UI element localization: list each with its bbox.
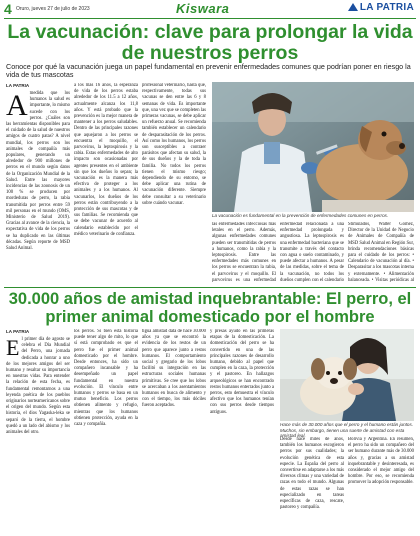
article1-photo	[212, 82, 414, 212]
article1-column-2: a los más 16 años, la esperanza de vida de los perros estaba alrededor de los 11.5 a 12 años, actualmente alcanza los 11,8 años. Y está probado que la prevención es la mejor manera de mantener a los perros saludables. Dentro de las principales razones que aquejaron a los perros se encuentra el moquillo, el parvovirus, la leptospirosis y la rabia. Estas enfermedades de alto impacto son ocasionadas por agentes presentes en el ambiente sin que los dueños lo sepan; la vacunación es la manera más efectiva de proteger a los animales y a los humanos. Al vacunarlos, los dueños de los perros están contribuyendo a la protección de sus mascotas y de sus familias. Se recomienda que se debe vacunar de acuerdo al calendario establecido por el médico veterinario de confianza.	[74, 83, 138, 237]
article2-headline: 30.000 años de amistad inquebrantable: El perro, el primer animal domesticado por el hombre	[8, 290, 412, 326]
article1-column-3: profesional veterinario, hasta que, respectivamente, todas sus vacunas se den entre las 6 y 8 semanas de vida. Es importante que, una vez que se completen las primeras vacunas, se debe aplicar un refuerzo anual. Se recomienda también establecer un calendario de desparasitación de los perros. Así como los humanos, los perros son susceptibles a contraer parásitos que afectan su salud, la de sus dueños y la de toda la familia. No todos los perros tienen el mismo riesgo; dependiendo de su entorno, se debe aplicar una rutina de vacunación diferente. Siempre debe consultar a su veterinario sobre cuándo vacunar.	[142, 83, 206, 206]
logo-triangle-icon	[348, 3, 358, 11]
article1-column-4: las enfermedades infecciosas más letales en el perro. Además, algunas enfermedades comunes pueden ser transmitidas de perros a humanos, como la rabia y la leptospirosis. Entre las enfermedades más comunes en los perros se encuentran la rabia, el parvovirus y el moquillo. El parvovirus es una enfermedad	[212, 222, 276, 283]
page-number: 4	[4, 1, 12, 17]
article1-column-5: enfermedad relacionada a una enfermedad prolongada y angustiosa. La leptospirosis es una enfermedad bacteriana que se transmite a través del contacto con agua o suelo contaminado, y puede afectar a humanos. A pesar de las medidas, sobre el tema de la vacunación, no todos los dueños cumplen con el calendario	[280, 222, 344, 283]
article2-column-4: y presas ayudó en las primeras etapas de la domesticación. La domesticación del perro se ha convertido en una de las principales razones de desarrollo humano, debido al papel que cumplen en la caza, la protección y el pastoreo. En hallazgos arqueológicos se han encontrado restos humanos enterrados junto a perros, esto demuestra el vínculo afectivo que los humanos tenían con sus perros desde tiempos antiguos.	[210, 329, 274, 415]
article2-photo	[280, 329, 414, 421]
header-rule	[4, 18, 416, 19]
article1-credit: LA PATRIA	[6, 83, 30, 88]
article1-lede: Conoce por qué la vacunación juega un papel fundamental en prevenir enfermedades comunes que podrían poner en riesgo la vida de tus mascotas	[6, 62, 411, 80]
article2-photo-caption: Hace más de 30.000 años que el perro y el humano están juntos. Muchos, sin embargo, tienen una suerte de amistad con esta amistad leal.	[280, 422, 414, 439]
article1-column-1: LA PATRIA A medida que los humanos la salud es importante, lo mismo sucede con los perros. ¿Cuáles son las herramientas disponibles para el cuidado de la salud de nuestros amigos de cuatro patas? A nivel mundial, los perros son los animales de compañía más populares, generando un alrededor de 900 millones de perros en el mundo según datos de la Organización Mundial de la Salud. Entre las mayores incidencias de las zoonosis de un 100 % se producen por mordeduras de perro, la rabia transmitida por perros entre 59 mil personas en el mundo (OMS, Ministerio de Salud 2019). Gracias al avance de la ciencia, la expectativa de vida de los perros se ha duplicado en las últimas décadas. Según reporte de MSD Salud Animal.	[6, 83, 70, 252]
article2-column-3: tigua amistad data de hace 30.000 años ya que se encontró la evidencia de los restos de un perro que aparece junto a restos humanos. El comportamiento social y gregario de los lobos facilitó su integración en las estructuras sociales humanas primitivas. Se cree que los lobos se acercaban a los asentamientos humanos en busca de alimento y con el tiempo, los más dóciles fueron aceptados.	[142, 329, 206, 409]
article1-column-6: Stimulados, Walter Gomez, Director de la Unidad de Negocio de Animales de Compañía de MSD Salud Animal en Región Sur, brinda recomendaciones básicas para el cuidado de los perros: • Calendario de vacunación al día. • Desparasitar a los mascotas interna y externamente. • Alimentación balanceada. • Visitas periódicas al	[348, 222, 414, 283]
article2-column-2: los perros. Si bien esta historia puede tener algo de mito, lo que sí está comprobado es que el perro fue el primer animal domesticado por el hombre. Desde entonces, ha sido un compañero incansable y ha desempeñado un papel fundamental en nuestra evolución. El vínculo entre humanos y perros se basa en un mutuo beneficio. Los perros obtienen alimento y refugio, mientras que los humanos obtienen protección, ayuda en la caza y compañía.	[74, 329, 138, 428]
article2-credit: LA PATRIA	[6, 329, 30, 334]
page-header	[0, 0, 420, 19]
article2-dropcap: E	[6, 334, 20, 360]
article2-column-6: Bolivia y Argentina. En resumen, el perro ha sido un compañero del ser humano durante más de 30.000 años y, gracias a su amistad inquebrantable y desinteresada, es considerado el mejor amigo del hombre. Por eso, se recomienda promover la adopción responsable.	[348, 437, 414, 486]
section-divider	[4, 287, 416, 288]
article1-headline: La vacunación: clave para prolongar la vida de nuestros perros	[7, 21, 413, 65]
article1-dropcap: A	[6, 88, 28, 122]
vet-vaccinating-dog-image	[212, 82, 414, 212]
newspaper-logo: LA PATRIA	[348, 2, 414, 13]
section-title: Kiswara	[176, 1, 230, 16]
dateline: Oruro, jueves 27 de julio de 2023	[16, 6, 90, 12]
article2-column-5: Desde hace miles de años, también los humanos escogieron perros por sus cualidades; la evolución genética de esta especie. La España del perro al convertirse en adaptarse a los más diversos climas y una variedad de razas en todo el mundo. Algunas de estas razas se han especializado en tareas específicas de caza, rescate, pastoreo y compañía.	[280, 437, 344, 511]
article2-column-1: LA PATRIA E l primer día de agosto se celebra el Día Mundial del Perro, una jornada dedicada a honrar a uno de los mejores amigos del ser humano y resaltar su importancia en nuestras vidas. Para entender la relación de esta fecha, es fundamental remontarnos a una leyenda poética de los pueblos originarios norteamericanos sobre el origen del mundo. Según esta historia, el dios Yagaska-leka se separó de la tierra, el hombre quedó a un lado del abismo y los animales del otro.	[6, 329, 70, 435]
article1-photo-caption: La vacunación es fundamental en la prevención de enfermedades comunes en perros.	[212, 213, 389, 218]
woman-with-dog-image	[280, 329, 414, 421]
